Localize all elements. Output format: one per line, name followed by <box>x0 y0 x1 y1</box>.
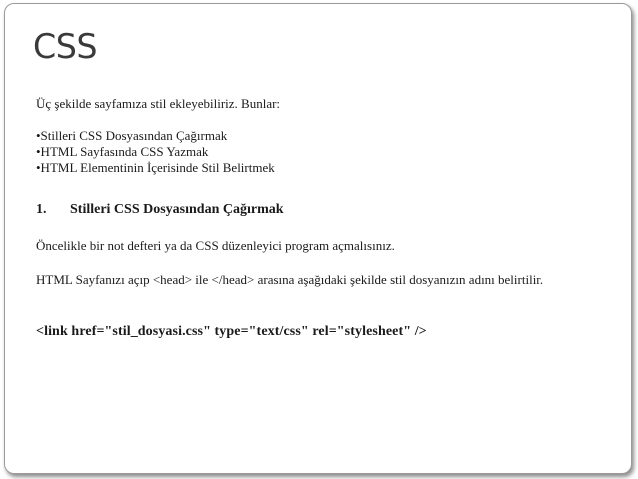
section-number: 1. <box>36 202 47 217</box>
section-title: Stilleri CSS Dosyasından Çağırmak <box>70 202 284 217</box>
paragraph-head-tag: HTML Sayfanızı açıp <head> ile </head> arasına aşağıdaki şekilde stil dosyanızın adını belirtilir. <box>36 272 544 287</box>
list-item: •Stilleri CSS Dosyasından Çağırmak <box>36 128 228 143</box>
bullet-list <box>36 128 275 176</box>
paragraph-instruction: Öncelikle bir not defteri ya da CSS düzenleyici program açmalısınız. <box>36 238 395 253</box>
code-example: <link href="stil_dosyasi.css" type="text/css" rel="stylesheet" /> <box>36 324 427 339</box>
intro-text: Üç şekilde sayfamıza stil ekleyebiliriz. Bunlar: <box>36 96 281 111</box>
list-item: •HTML Sayfasında CSS Yazmak <box>36 144 209 159</box>
section-heading <box>36 202 284 218</box>
list-item: •HTML Elementinin İçerisinde Stil Belirtmek <box>36 160 275 175</box>
slide-title: CSS <box>33 27 98 67</box>
